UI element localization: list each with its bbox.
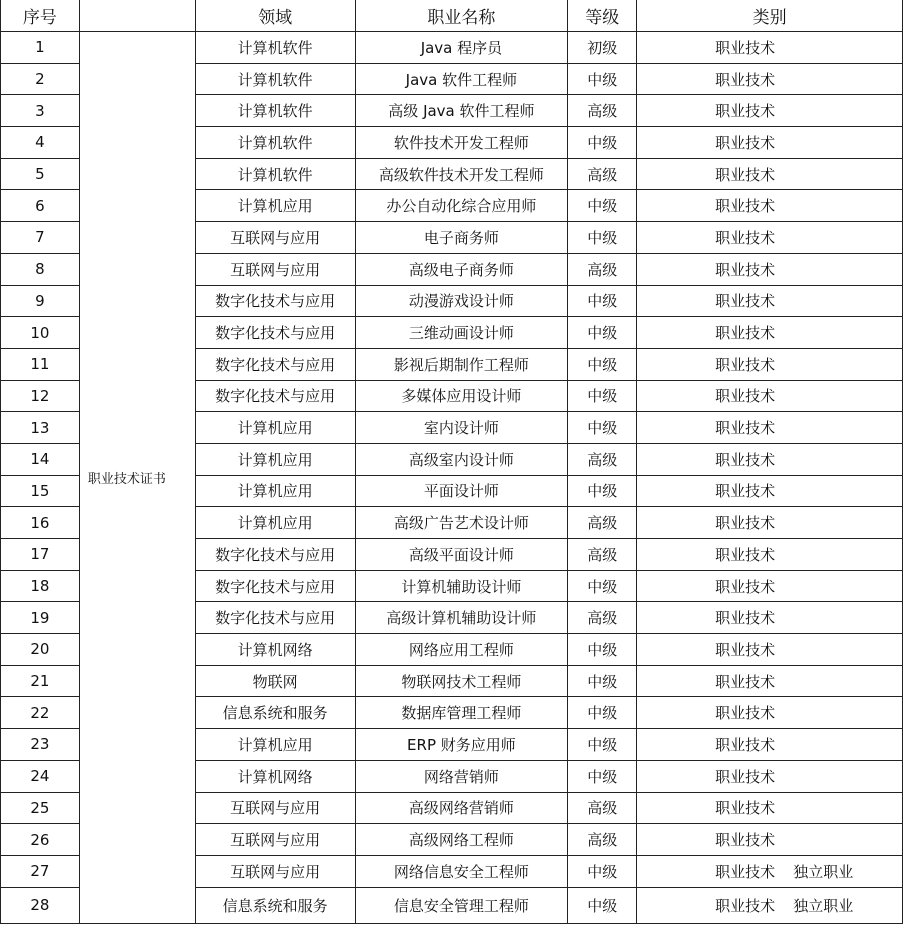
cell-category xyxy=(637,634,903,666)
cell-category xyxy=(637,380,903,412)
cell-title: 多媒体应用设计师 xyxy=(355,380,568,412)
cell-title: 电子商务师 xyxy=(355,222,568,254)
cell-category xyxy=(637,887,903,923)
cell-domain: 计算机应用 xyxy=(195,412,355,444)
category-label: 职业技术 xyxy=(715,704,776,723)
cell-domain: 计算机软件 xyxy=(195,158,355,190)
cell-seq: 26 xyxy=(1,824,80,856)
cell-level: 中级 xyxy=(568,348,637,380)
category-label: 职业技术 xyxy=(715,514,776,533)
cell-level: 中级 xyxy=(568,475,637,507)
cell-level: 中级 xyxy=(568,380,637,412)
cell-category xyxy=(637,443,903,475)
cell-seq: 11 xyxy=(1,348,80,380)
category-label: 职业技术 xyxy=(715,831,776,850)
cell-seq: 13 xyxy=(1,412,80,444)
cell-category xyxy=(637,127,903,159)
category-label: 职业技术 xyxy=(715,355,776,374)
header-level: 等级 xyxy=(568,0,637,32)
cell-category xyxy=(637,729,903,761)
cell-domain: 计算机软件 xyxy=(195,95,355,127)
cell-level: 高级 xyxy=(568,253,637,285)
cell-domain: 计算机应用 xyxy=(195,507,355,539)
cell-level: 中级 xyxy=(568,570,637,602)
table-row xyxy=(1,32,903,64)
cell-title: ERP 财务应用师 xyxy=(355,729,568,761)
cell-domain: 数字化技术与应用 xyxy=(195,348,355,380)
cell-seq: 17 xyxy=(1,539,80,571)
cell-title: 高级平面设计师 xyxy=(355,539,568,571)
cell-title: 高级网络营销师 xyxy=(355,792,568,824)
category-label: 职业技术 xyxy=(715,640,776,659)
cell-domain: 互联网与应用 xyxy=(195,792,355,824)
cell-seq: 15 xyxy=(1,475,80,507)
cell-title: 高级室内设计师 xyxy=(355,443,568,475)
cell-seq: 18 xyxy=(1,570,80,602)
cell-seq: 2 xyxy=(1,63,80,95)
cell-category xyxy=(637,32,903,64)
cell-level: 中级 xyxy=(568,634,637,666)
cell-domain: 计算机软件 xyxy=(195,127,355,159)
cell-category xyxy=(637,760,903,792)
cell-domain: 计算机应用 xyxy=(195,443,355,475)
cell-level: 高级 xyxy=(568,95,637,127)
cell-seq: 10 xyxy=(1,317,80,349)
cell-domain: 计算机软件 xyxy=(195,32,355,64)
category-label: 职业技术 xyxy=(715,165,776,184)
cell-category xyxy=(637,190,903,222)
cell-title: Java 程序员 xyxy=(355,32,568,64)
cell-title: 动漫游戏设计师 xyxy=(355,285,568,317)
cell-domain: 数字化技术与应用 xyxy=(195,570,355,602)
cell-category xyxy=(637,317,903,349)
header-group xyxy=(79,0,195,32)
cell-category xyxy=(637,824,903,856)
cell-category xyxy=(637,602,903,634)
category-label: 职业技术 xyxy=(715,799,776,818)
category-extra: 独立职业 xyxy=(793,896,854,915)
cell-level: 中级 xyxy=(568,760,637,792)
cell-level: 中级 xyxy=(568,729,637,761)
cell-level: 高级 xyxy=(568,824,637,856)
cell-domain: 互联网与应用 xyxy=(195,222,355,254)
cell-seq: 20 xyxy=(1,634,80,666)
category-label: 职业技术 xyxy=(715,672,776,691)
cell-level: 中级 xyxy=(568,855,637,887)
category-label: 职业技术 xyxy=(715,387,776,406)
cell-domain: 数字化技术与应用 xyxy=(195,539,355,571)
category-label: 职业技术 xyxy=(715,896,776,915)
cell-seq: 7 xyxy=(1,222,80,254)
header-category: 类别 xyxy=(637,0,903,32)
category-label: 职业技术 xyxy=(715,197,776,216)
cell-title: 软件技术开发工程师 xyxy=(355,127,568,159)
cell-seq: 8 xyxy=(1,253,80,285)
cell-domain: 计算机应用 xyxy=(195,190,355,222)
cell-category xyxy=(637,855,903,887)
cell-level: 高级 xyxy=(568,539,637,571)
cell-level: 中级 xyxy=(568,63,637,95)
header-seq: 序号 xyxy=(1,0,80,32)
cell-seq: 21 xyxy=(1,665,80,697)
cell-category xyxy=(637,63,903,95)
cell-domain: 数字化技术与应用 xyxy=(195,285,355,317)
category-extra: 独立职业 xyxy=(793,862,854,881)
cell-category xyxy=(637,570,903,602)
header-row xyxy=(1,0,903,32)
cell-title: 高级电子商务师 xyxy=(355,253,568,285)
cell-title: Java 软件工程师 xyxy=(355,63,568,95)
category-label: 职业技术 xyxy=(715,482,776,501)
cell-level: 高级 xyxy=(568,507,637,539)
cell-domain: 信息系统和服务 xyxy=(195,887,355,923)
cell-level: 高级 xyxy=(568,792,637,824)
cell-level: 中级 xyxy=(568,127,637,159)
cell-domain: 信息系统和服务 xyxy=(195,697,355,729)
category-label: 职业技术 xyxy=(715,545,776,564)
cell-domain: 互联网与应用 xyxy=(195,855,355,887)
cell-title: 信息安全管理工程师 xyxy=(355,887,568,923)
category-label: 职业技术 xyxy=(715,609,776,628)
cell-domain: 计算机应用 xyxy=(195,475,355,507)
cell-seq: 3 xyxy=(1,95,80,127)
cell-level: 高级 xyxy=(568,443,637,475)
category-label: 职业技术 xyxy=(715,862,776,881)
cell-title: 室内设计师 xyxy=(355,412,568,444)
cell-seq: 1 xyxy=(1,32,80,64)
cell-category xyxy=(637,697,903,729)
cell-seq: 6 xyxy=(1,190,80,222)
cell-title: 物联网技术工程师 xyxy=(355,665,568,697)
cell-title: 高级计算机辅助设计师 xyxy=(355,602,568,634)
category-label: 职业技术 xyxy=(715,292,776,311)
cell-level: 中级 xyxy=(568,697,637,729)
cell-title: 数据库管理工程师 xyxy=(355,697,568,729)
cell-title: 三维动画设计师 xyxy=(355,317,568,349)
cell-category xyxy=(637,792,903,824)
cell-seq: 25 xyxy=(1,792,80,824)
cell-level: 初级 xyxy=(568,32,637,64)
cell-title: 平面设计师 xyxy=(355,475,568,507)
cell-seq: 23 xyxy=(1,729,80,761)
cell-title: 高级网络工程师 xyxy=(355,824,568,856)
cell-domain: 物联网 xyxy=(195,665,355,697)
cell-title: 高级广告艺术设计师 xyxy=(355,507,568,539)
cell-title: 计算机辅助设计师 xyxy=(355,570,568,602)
cell-title: 网络信息安全工程师 xyxy=(355,855,568,887)
cell-seq: 5 xyxy=(1,158,80,190)
cell-domain: 计算机软件 xyxy=(195,63,355,95)
cell-title: 高级软件技术开发工程师 xyxy=(355,158,568,190)
cell-category xyxy=(637,95,903,127)
cell-title: 高级 Java 软件工程师 xyxy=(355,95,568,127)
cell-level: 高级 xyxy=(568,602,637,634)
cell-seq: 14 xyxy=(1,443,80,475)
cell-level: 高级 xyxy=(568,158,637,190)
cell-domain: 互联网与应用 xyxy=(195,253,355,285)
cell-category xyxy=(637,285,903,317)
category-label: 职业技术 xyxy=(715,260,776,279)
cell-seq: 28 xyxy=(1,887,80,923)
cell-seq: 19 xyxy=(1,602,80,634)
cell-domain: 数字化技术与应用 xyxy=(195,602,355,634)
cell-category xyxy=(637,412,903,444)
cell-category xyxy=(637,507,903,539)
category-label: 职业技术 xyxy=(715,450,776,469)
cell-seq: 24 xyxy=(1,760,80,792)
cell-domain: 计算机网络 xyxy=(195,760,355,792)
cell-title: 网络应用工程师 xyxy=(355,634,568,666)
category-label: 职业技术 xyxy=(715,419,776,438)
cell-domain: 数字化技术与应用 xyxy=(195,317,355,349)
cell-domain: 数字化技术与应用 xyxy=(195,380,355,412)
header-title: 职业名称 xyxy=(355,0,568,32)
cell-domain: 计算机网络 xyxy=(195,634,355,666)
cell-level: 中级 xyxy=(568,285,637,317)
cell-seq: 9 xyxy=(1,285,80,317)
cell-seq: 27 xyxy=(1,855,80,887)
category-label: 职业技术 xyxy=(715,767,776,786)
header-domain: 领域 xyxy=(195,0,355,32)
cell-level: 中级 xyxy=(568,665,637,697)
cell-category xyxy=(637,475,903,507)
cell-seq: 22 xyxy=(1,697,80,729)
cell-category xyxy=(637,158,903,190)
cell-group: 职业技术证书 xyxy=(79,32,195,924)
category-label: 职业技术 xyxy=(715,577,776,596)
cell-seq: 16 xyxy=(1,507,80,539)
category-label: 职业技术 xyxy=(715,70,776,89)
category-label: 职业技术 xyxy=(715,735,776,754)
cell-title: 办公自动化综合应用师 xyxy=(355,190,568,222)
cell-title: 网络营销师 xyxy=(355,760,568,792)
cell-domain: 互联网与应用 xyxy=(195,824,355,856)
cell-category xyxy=(637,665,903,697)
cell-category xyxy=(637,222,903,254)
cell-level: 中级 xyxy=(568,222,637,254)
cell-level: 中级 xyxy=(568,190,637,222)
cell-category xyxy=(637,348,903,380)
cell-seq: 4 xyxy=(1,127,80,159)
category-label: 职业技术 xyxy=(715,38,776,57)
category-label: 职业技术 xyxy=(715,133,776,152)
cell-level: 中级 xyxy=(568,412,637,444)
cell-seq: 12 xyxy=(1,380,80,412)
cell-title: 影视后期制作工程师 xyxy=(355,348,568,380)
cell-category xyxy=(637,539,903,571)
category-label: 职业技术 xyxy=(715,324,776,343)
category-label: 职业技术 xyxy=(715,102,776,121)
cell-category xyxy=(637,253,903,285)
category-label: 职业技术 xyxy=(715,228,776,247)
cell-domain: 计算机应用 xyxy=(195,729,355,761)
cell-level: 中级 xyxy=(568,887,637,923)
cell-level: 中级 xyxy=(568,317,637,349)
